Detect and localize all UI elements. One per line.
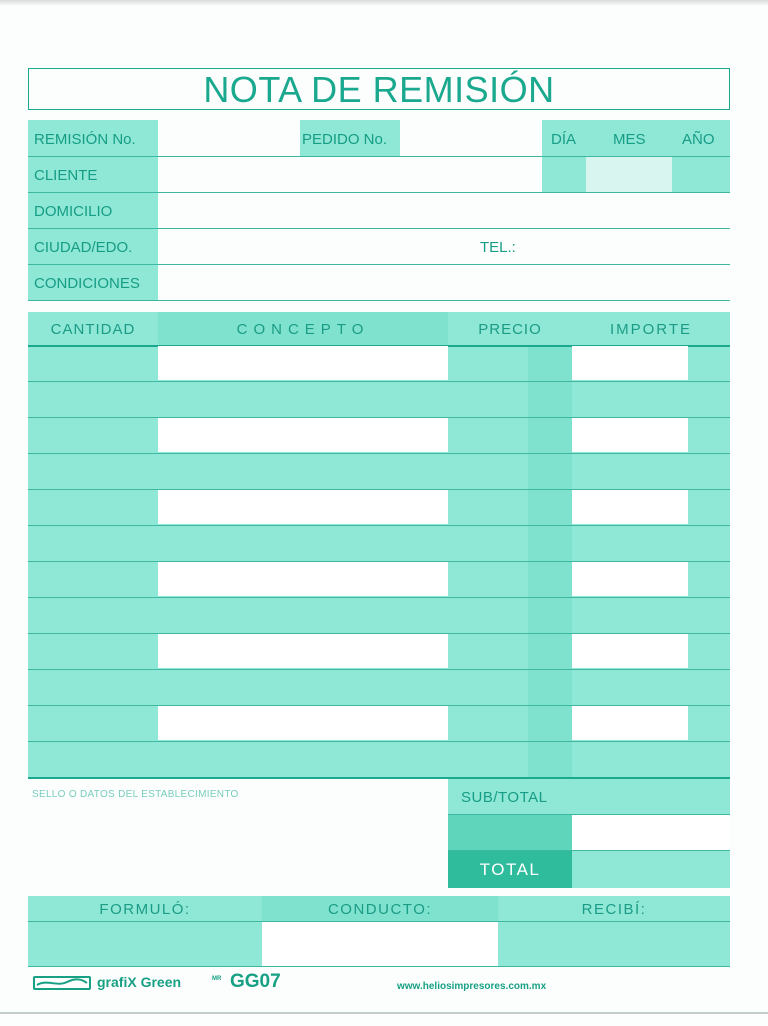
concepto-cell[interactable] xyxy=(158,346,448,380)
concepto-cell[interactable] xyxy=(158,706,448,740)
paper-top-edge xyxy=(0,0,768,6)
row-line xyxy=(28,417,730,418)
importe-cell[interactable] xyxy=(572,346,688,380)
concepto-cell[interactable] xyxy=(158,490,448,524)
row-line xyxy=(28,669,730,670)
row-line xyxy=(28,489,730,490)
tax-label-fill xyxy=(448,814,572,850)
cantidad-header: CANTIDAD xyxy=(50,321,136,338)
tax-amount-field[interactable] xyxy=(572,814,730,850)
dia-field[interactable] xyxy=(542,156,586,192)
form-code: GG07 xyxy=(230,971,281,992)
domicilio-label: DOMICILIO xyxy=(34,203,113,220)
mes-field[interactable] xyxy=(586,156,672,192)
importe-cell[interactable] xyxy=(572,490,688,524)
total-label: TOTAL xyxy=(448,851,572,888)
total-amount-field[interactable] xyxy=(572,851,730,888)
brand-mark: MR xyxy=(212,976,222,982)
ciudad-label: CIUDAD/EDO. xyxy=(34,239,133,256)
form-title: NOTA DE REMISIÓN xyxy=(28,68,730,110)
precio-header: PRECIO xyxy=(478,321,542,338)
row-line xyxy=(28,705,730,706)
row-line xyxy=(28,561,730,562)
divider xyxy=(28,921,730,922)
concepto-cell[interactable] xyxy=(158,634,448,668)
divider xyxy=(448,814,730,815)
importe-cell[interactable] xyxy=(572,634,688,668)
conducto-signature-field[interactable] xyxy=(262,922,498,966)
concepto-cell[interactable] xyxy=(158,562,448,596)
cliente-label: CLIENTE xyxy=(34,167,98,184)
pedido-label: PEDIDO No. xyxy=(302,131,388,148)
divider xyxy=(28,192,730,193)
row-line xyxy=(28,525,730,526)
importe-header: IMPORTE xyxy=(609,321,693,338)
subtotal-label: SUB/TOTAL xyxy=(461,789,548,806)
ano-label: AÑO xyxy=(682,131,715,148)
dia-label: DÍA xyxy=(551,131,577,148)
divider xyxy=(28,228,730,229)
formulo-label: FORMULÓ: xyxy=(99,901,191,918)
row-line xyxy=(28,741,730,742)
recibi-label: RECIBÍ: xyxy=(581,901,647,918)
concepto-header: CONCEPTO xyxy=(236,321,370,338)
condiciones-label: CONDICIONES xyxy=(34,275,140,292)
brand-name: grafiX Green xyxy=(97,974,182,990)
mes-label: MES xyxy=(613,131,646,148)
importe-cell[interactable] xyxy=(572,418,688,452)
ano-field[interactable] xyxy=(672,156,730,192)
printer-url: www.heliosimpresores.com.mx xyxy=(397,981,547,992)
grafix-logo-icon xyxy=(33,976,91,990)
tel-label: TEL.: xyxy=(480,239,516,256)
conducto-label: CONDUCTO: xyxy=(327,901,433,918)
divider xyxy=(28,264,730,265)
importe-cell[interactable] xyxy=(572,706,688,740)
concepto-cell[interactable] xyxy=(158,418,448,452)
divider xyxy=(28,966,730,967)
importe-cell[interactable] xyxy=(572,562,688,596)
divider xyxy=(28,156,730,157)
sello-label: SELLO O DATOS DEL ESTABLECIMIENTO xyxy=(32,789,239,800)
divider xyxy=(28,300,730,301)
row-line xyxy=(28,633,730,634)
row-line xyxy=(28,453,730,454)
remision-label: REMISIÓN No. xyxy=(34,131,136,148)
row-line xyxy=(28,381,730,382)
row-line xyxy=(28,597,730,598)
